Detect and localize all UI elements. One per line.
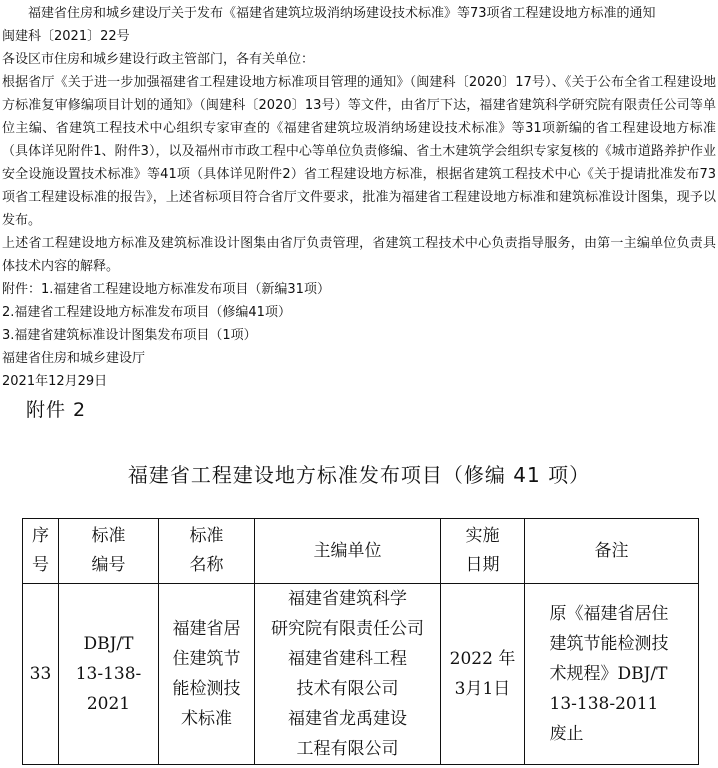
attachment-heading: 附件 2: [26, 399, 87, 421]
notice-body-paragraph-1: 根据省厅《关于进一步加强福建省工程建设地方标准项目管理的通知》（闽建科〔2020〕17号）、《关于公布全省工程建设地方标准复审修编项目计划的通知》（闽建科〔2020〕13号）等文件，由省厅下达，福建省建筑科学研究院有限责任公司等单位主编、省建筑工程技术中心组织专家审查的《福建省建筑垃圾消纳场建设技术标准》等31项新编的省工程建设地方标准（具体详见附件1、附件3），以及福州市市政工程中心等单位负责修编、省土木建筑学会组织专家复核的《城市道路养护作业安全设施设置技术标准》等41项（具体详见附件2）省工程建设地方标准，根据省建筑工程技术中心《关于提请批准发布73项省工程建设标准的报告》，上述省标项目符合省厅文件要求，批准为福建省工程建设地方标准和建筑标准设计图集，现予以发布。: [2, 75, 716, 228]
standards-table: [22, 518, 699, 765]
header-editor: 主编单位: [255, 519, 441, 584]
cell-remark: 原《福建省居住建筑节能检测技术规程》DBJ/T13-138-2011 废止: [525, 584, 699, 765]
notice-title: 福建省住房和城乡建设厅关于发布《福建省建筑垃圾消纳场建设技术标准》等73项省工程建设地方标准的通知: [28, 6, 656, 21]
cell-date: 2022 年 3月1日: [441, 584, 525, 765]
header-date: 实施 日期: [441, 519, 525, 584]
document-number: 闽建科〔2021〕22号: [2, 29, 130, 44]
table-title: 福建省工程建设地方标准发布项目（修编 41 项）: [127, 463, 591, 487]
cell-seq: 33: [23, 584, 59, 765]
attachment-list-item-3: 3.福建省建筑标准设计图集发布项目（1项）: [2, 328, 257, 343]
table-header-row: [23, 519, 699, 584]
attachment-list-item-1: 附件：1.福建省工程建设地方标准发布项目（新编31项）: [2, 282, 330, 297]
header-code: 标准 编号: [59, 519, 159, 584]
issue-date: 2021年12月29日: [2, 374, 108, 389]
header-name: 标准 名称: [159, 519, 255, 584]
cell-code: DBJ/T 13-138- 2021: [59, 584, 159, 765]
notice-body-paragraph-2: 上述省工程建设地方标准及建筑标准设计图集由省厅负责管理，省建筑工程技术中心负责指导服务，由第一主编单位负责具体技术内容的解释。: [2, 236, 716, 274]
cell-name: 福建省居住建筑节能检测技术标准: [159, 584, 255, 765]
attachment-list-item-2: 2.福建省工程建设地方标准发布项目（修编41项）: [2, 305, 291, 320]
table-row: [23, 584, 699, 765]
issuer: 福建省住房和城乡建设厅: [2, 351, 146, 366]
addressee: 各设区市住房和城乡建设行政主管部门，各有关单位：: [2, 52, 315, 67]
header-remark: 备注: [525, 519, 699, 584]
header-seq: 序 号: [23, 519, 59, 584]
notice-text: [2, 2, 716, 393]
cell-editor: 福建省建筑科学 研究院有限责任公司 福建省建科工程 技术有限公司 福建省龙禹建设 工程有限公司: [255, 584, 441, 765]
